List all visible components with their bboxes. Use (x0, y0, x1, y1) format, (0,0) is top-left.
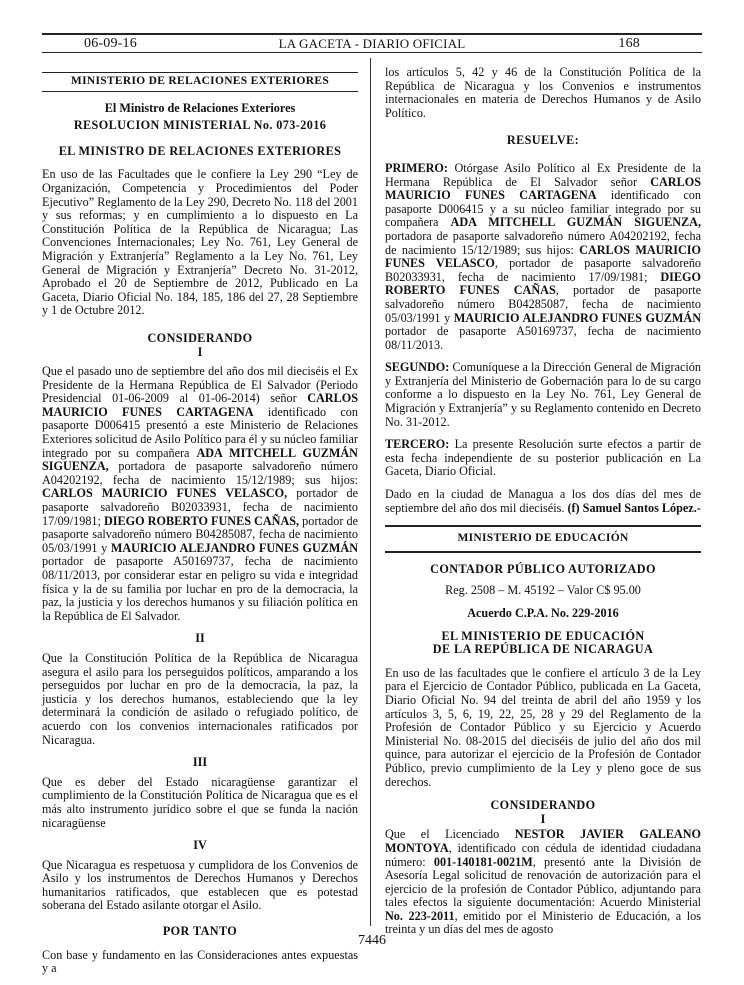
gazette-page-number: 168 (618, 36, 640, 51)
considerando-2: Que la Constitución Política de la República de Nicaragua asegura el asilo para los perseguidos políticos, amparando a los perseguidos por luchar en pro de la democracia, la paz, la justicia y los derechos humanos, estableciendo que la ley determinará la condición de asilado o refugiado político, de acuerdo con los convenios internacionales ratificados por Nicaragua. (42, 650, 358, 747)
por-tanto-heading: POR TANTO (162, 924, 238, 939)
acuerdo-number: Acuerdo C.P.A. No. 229-2016 (467, 606, 619, 620)
por-tanto-continuation: los artículos 5, 42 y 46 de la Constitución Política de la República de Nicaragua y los Convenios e instrumentos internacionales en materia de Derechos Humanos y de Asilo Político. (385, 65, 701, 120)
education-considerando-heading: CONSIDERANDO (490, 798, 596, 813)
intro-paragraph: En uso de las Facultades que le confiere la Ley 290 “Ley de Organización, Competencia y Procedimientos del Poder Ejecutivo” Reglamento de la Ley 290, Decreto No. 118 del 2001 y sus reformas; y en cumplimiento a lo dispuesto en La Constitución Política de la República de Nicaragua; Las Convenciones Internacionales; Ley No. 761, Ley General de Migración y Extranjería” Reglamento a la Ley No. 761, Ley General de Migración y Extranjería” Decreto No. 31-2012, Aprobado el 20 de Septiembre de 2012, Publicado en La Gaceta, Diario Oficial No. 184, 185, 186 del 27, 28 Septiembre y 1 de Octubre 2012. (42, 167, 358, 318)
roman-numeral-1: I (197, 344, 203, 359)
ministry-title: MINISTERIO DE RELACIONES EXTERIORES (42, 72, 358, 92)
resolution-number: RESOLUCION MINISTERIAL No. 073-2016 (73, 118, 327, 133)
ministry-education-title: MINISTERIO DE EDUCACIÓN (385, 525, 701, 553)
ministry-heading-1: EL MINISTERIO DE EDUCACIÓN (441, 628, 645, 643)
cpa-heading: CONTADOR PÚBLICO AUTORIZADO (430, 561, 656, 576)
registration-line: Reg. 2508 – M. 45192 – Valor C$ 95.00 (445, 583, 641, 598)
education-roman-numeral-1: I (540, 811, 546, 826)
resuelve-heading: RESUELVE: (506, 133, 580, 148)
right-column (385, 66, 701, 946)
considerando-heading: CONSIDERANDO (147, 330, 253, 345)
issue-date: 06-09-16 (84, 36, 137, 51)
segundo-clause: SEGUNDO: Comuníquese a la Dirección General de Migración y Extranjería del Ministerio de Gobernación para lo de su cargo conforme a lo dispuesto en la Ley No. 761, Ley General de Migración y Extranjería” y su Reglamento contenido en Decreto No. 31-2012. (385, 360, 701, 429)
education-intro: En uso de las facultades que le confiere el artículo 3 de la Ley para el Ejercicio de Contador Público, publicada en La Gaceta, Diario Oficial No. 94 del treinta de abril del año 1959 y los artículos 3, 5, 6, 19, 22, 25, 28 y 29 del Reglamento de la Profesión de Contador Público y su Ejercicio y Acuerdo Ministerial No. 08-2015 del dieciséis de julio del año dos mil quince, para autorizar el ejercicio de la Profesión de Contador Público, previo cumplimiento de la Ley y pleno goce de sus derechos. (385, 665, 701, 789)
header-top-rule (42, 33, 702, 35)
roman-numeral-2: II (195, 631, 205, 646)
education-considerando-1: Que el Licenciado NESTOR JAVIER GALEANO MONTOYA, identificado con cédula de identidad ciudadana número: 001-140181-0021M, presentó ante la División de Asesoría Legal solicitud de renovación de autorización para el ejercicio de la profesión de Contador Público, adjuntando para tales efectos la siguiente documentación: Acuerdo Ministerial No. 223-2011, emitido por el Ministerio de Educación, a los treinta y un días del mes de agosto (385, 827, 702, 937)
por-tanto-text: Con base y fundamento en las Consideraciones antes expuestas y a (42, 947, 358, 976)
signature: (f) Samuel Santos López.- (567, 500, 701, 515)
left-column (42, 68, 358, 985)
header-bottom-rule (42, 52, 702, 53)
footer-page-number: 7446 (358, 933, 386, 948)
ministry-heading-2: DE LA REPÚBLICA DE NICARAGUA (432, 642, 654, 657)
roman-numeral-3: III (192, 755, 208, 770)
minister-line: El Ministro de Relaciones Exteriores (104, 100, 296, 115)
considerando-1: Que el pasado uno de septiembre del año dos mil dieciséis el Ex Presidente de la Hermana República de El Salvador (Periodo Presidencial 01-06-2009 al 01-06-2014) señor CARLOS MAURICIO FUNES CARTAGENA identificado con pasaporte D006415 presentó a este Ministerio de Relaciones Exteriores solicitud de Asilo Político para él y su núcleo familiar integrado por su compañera ADA MITCHELL GUZMÁN SIGUENZA, portadora de pasaporte salvadoreño número A04202192, fecha de nacimiento 15/12/1989; sus hijos: CARLOS MAURICIO FUNES VELASCO, portador de pasaporte salvadoreño B02033931, fecha de nacimiento 17/09/1981; DIEGO ROBERTO FUNES CAÑAS, portador de pasaporte salvadoreño número B04285087, fecha de nacimiento 05/03/1991 y MAURICIO ALEJANDRO FUNES GUZMÁN portador de pasaporte A50169737, fecha de nacimiento 08/11/2013, por considerar estar en peligro su vida e integridad física y la de su familia por luchar en pro de la democracia, la paz, la justicia y los derechos humanos y su filiación política en la República de El Salvador. (42, 364, 358, 623)
resolution-heading: EL MINISTRO DE RELACIONES EXTERIORES (58, 143, 342, 158)
tercero-clause: TERCERO: La presente Resolución surte efectos a partir de esta fecha independiente de su posterior publicación en La Gaceta, Diario Oficial. (385, 437, 701, 479)
considerando-3: Que es deber del Estado nicaragüense garantizar el cumplimiento de la Constitución Política de Nicaragua que es el más alto instrumento jurídico sobre el que se funda la nación nicaragüense (42, 774, 358, 830)
roman-numeral-4: IV (193, 838, 207, 853)
considerando-4: Que Nicaragua es respetuosa y cumplidora de los Convenios de Asilo y los instrumentos de Derechos Humanos y Derechos humanitarios ratificados, que establecen que es potestad soberana del Estado asilante otorgar el Asilo. (42, 857, 358, 913)
column-divider (370, 58, 371, 926)
publication-name: LA GACETA - DIARIO OFICIAL (278, 36, 466, 51)
signature-paragraph: Dado en la ciudad de Managua a los dos días del mes de septiembre del año dos mil dieciséis. (f) Samuel Santos López.- (385, 487, 701, 515)
page-header (42, 33, 702, 55)
primero-clause: PRIMERO: Otórgase Asilo Político al Ex Presidente de la Hermana República de El Salvador señor CARLOS MAURICIO FUNES CARTAGENA identificado con pasaporte D006415 y a su núcleo familiar integrado por su compañera ADA MITCHELL GUZMÁN SIGUENZA, portadora de pasaporte salvadoreño número A04202192, fecha de nacimiento 15/12/1989; sus hijos: CARLOS MAURICIO FUNES VELASCO, portador de pasaporte salvadoreño B02033931, fecha de nacimiento 17/09/1981; DIEGO ROBERTO FUNES CAÑAS, portador de pasaporte salvadoreño número B04285087, fecha de nacimiento 05/03/1991 y MAURICIO ALEJANDRO FUNES GUZMÁN portador de pasaporte A50169737, fecha de nacimiento 08/11/2013. (385, 160, 702, 352)
